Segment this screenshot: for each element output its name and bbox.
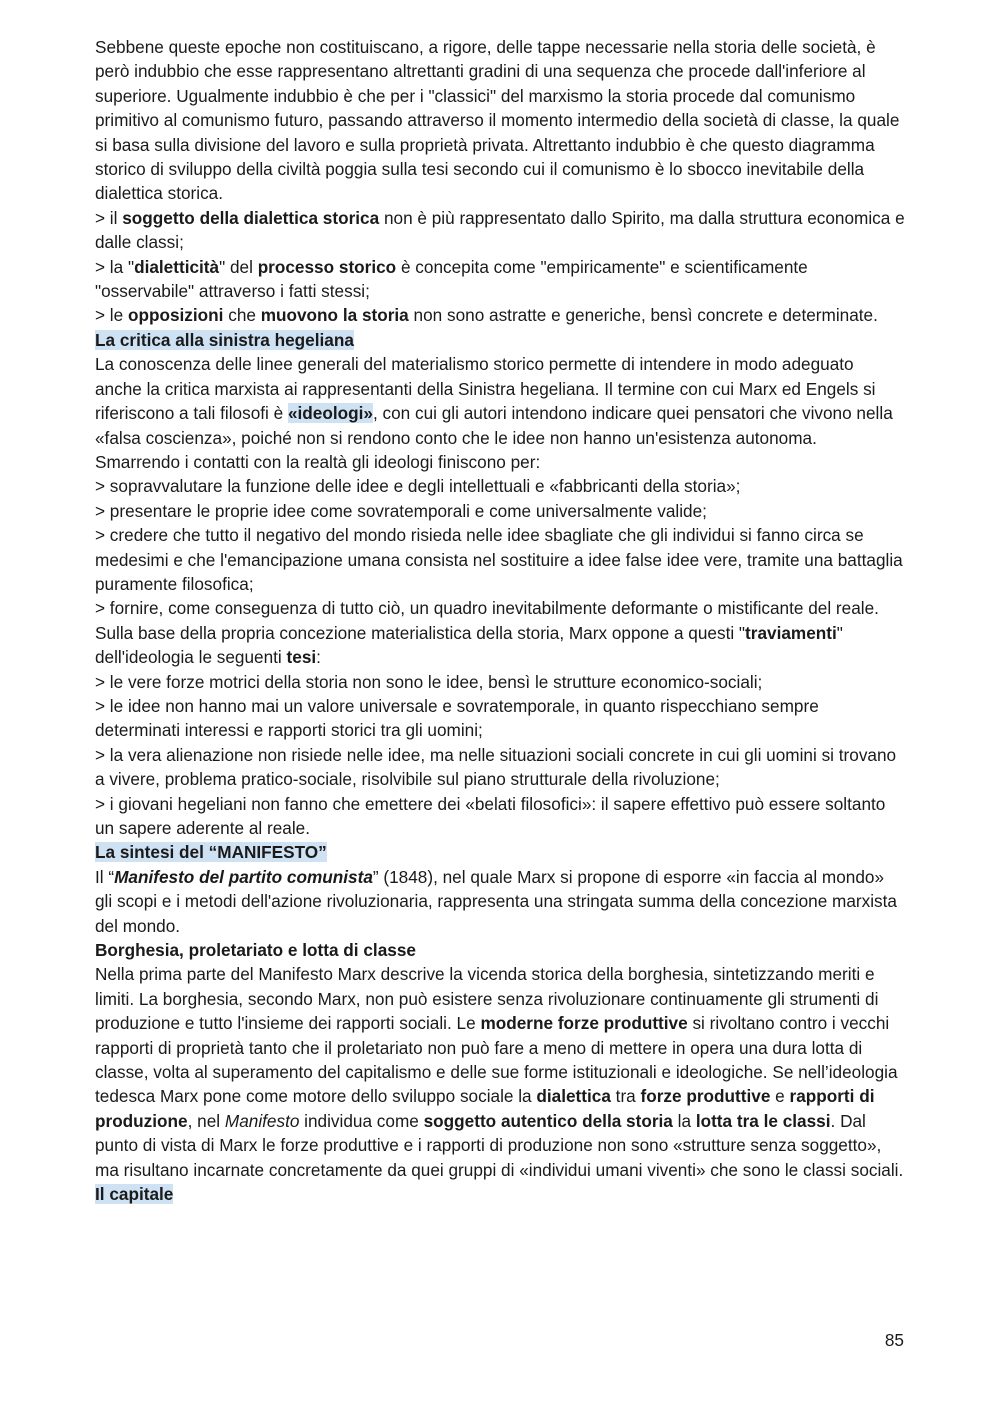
bullet-item: > sopravvalutare la funzione delle idee e degli intellettuali e «fabbricanti della storia»; — [95, 476, 741, 497]
manifesto-paragraph: Il “Manifesto del partito comunista” (1848), nel quale Marx si propone di esporre «in faccia al mondo» gli scopi e i metodi dell'azione rivoluzionaria, rappresenta una stringata summa della concezione marxista del mondo. — [95, 866, 897, 936]
bullet-item: > la "dialetticità" del processo storico è concepita come "empiricamente" e scientificamente "osservabile" attraverso i fatti stessi; — [95, 256, 808, 302]
bullet-item: > credere che tutto il negativo del mondo risieda nelle idee sbagliate che gli individui si fanno circa se medesimi e che l'emancipazione umana consista nel sostituire a idee false idee vere, tramite una battaglia puramente filosofica; — [95, 525, 903, 594]
bullet-item: > la vera alienazione non risiede nelle idee, ma nelle situazioni sociali concrete in cui gli uomini si trovano a vivere, problema pratico-sociale, risolvibile sul piano strutturale della rivoluzione; — [95, 744, 897, 790]
bullet-item: > i giovani hegeliani non fanno che emettere dei «belati filosofici»: il sapere effettivo può essere soltanto un sapere aderente al reale. — [95, 793, 886, 838]
bullet-item: > le idee non hanno mai un valore universale e sovratemporale, in quanto rispecchiano sempre determinati interessi e rapporti storici tra gli uomini; — [95, 695, 819, 741]
section-heading-borghesia: Borghesia, proletariato e lotta di classe — [95, 940, 416, 961]
page-number: 85 — [884, 1330, 904, 1350]
bullet-item: > presentare le proprie idee come sovratemporali e come universalmente valide; — [95, 500, 707, 521]
critica-paragraph: La conoscenza delle linee generali del materialismo storico permette di intendere in modo adeguato anche la critica marxista ai rappresentanti della Sinistra hegeliana. Il termine con cui Marx ed Engels si riferiscono a tali filosofi è «ideologi», con cui gli autori intendono indicare quei pensatori che vivono nella «falsa coscienza», poiché non si rendono conto che le idee non hanno un'esistenza autonoma. Smarrendo i contatti con la realtà gli ideologi finiscono per: — [95, 354, 893, 472]
bullet-item: > fornire, come conseguenza di tutto ciò, un quadro inevitabilmente deformante o mistificante del reale. — [95, 598, 879, 619]
bullet-item: > le opposizioni che muovono la storia non sono astratte e generiche, bensì concrete e determinate. — [95, 305, 878, 326]
intro-paragraph: Sebbene queste epoche non costituiscano, a rigore, delle tappe necessarie nella storia delle società, è però indubbio che esse rappresentano altrettanti gradini di una sequenza che procede dall'inferiore al superiore. Ugualmente indubbio è che per i "classici" del marxismo la storia procede dal comunismo primitivo al comunismo futuro, passando attraverso il momento intermedio della società di classe, la quale si basa sulla divisione del lavoro e sulla proprietà privata. Altrettanto indubbio è che questo diagramma storico di sviluppo della civiltà poggia sulla tesi secondo cui il comunismo è lo sbocco inevitabile della dialettica storica. — [95, 37, 900, 204]
borghesia-paragraph: Nella prima parte del Manifesto Marx descrive la vicenda storica della borghesia, sintetizzando meriti e limiti. La borghesia, secondo Marx, non può esistere senza rivoluzionare continuamente gli strumenti di produzione e tutto l'insieme dei rapporti sociali. Le moderne forze produttive si rivoltano contro i vecchi rapporti di proprietà tanto che il proletariato non può fare a meno di mettere in opera una dura lotta di classe, volta al superamento del capitalismo e delle sue forme istituzionali e ideologiche. Se nell’ideologia tedesca Marx pone come motore dello sviluppo sociale la dialettica tra forze produttive e rapporti di produzione, nel Manifesto individua come soggetto autentico della storia la lotta tra le classi. Dal punto di vista di Marx le forze produttive e i rapporti di produzione non sono «strutture senza soggetto», ma risultano incarnate concretamente da quei gruppi di «individui umani viventi» che sono le classi sociali. — [95, 964, 904, 1180]
section-heading-manifesto: La sintesi del “MANIFESTO” — [95, 842, 327, 863]
section-heading-capitale: Il capitale — [95, 1184, 174, 1205]
bullet-item: > il soggetto della dialettica storica non è più rappresentato dallo Spirito, ma dalla struttura economica e dalle classi; — [95, 207, 905, 253]
traviamenti-paragraph: Sulla base della propria concezione materialistica della storia, Marx oppone a questi "traviamenti" dell'ideologia le seguenti tesi: — [95, 622, 843, 668]
bullet-item: > le vere forze motrici della storia non sono le idee, bensì le strutture economico-sociali; — [95, 671, 763, 692]
document-page — [95, 35, 905, 1207]
section-heading-critica: La critica alla sinistra hegeliana — [95, 329, 354, 350]
